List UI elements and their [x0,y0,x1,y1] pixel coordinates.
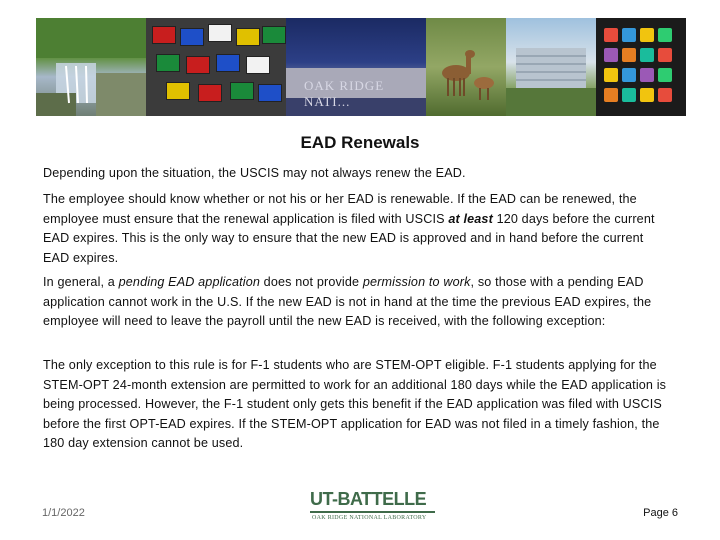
waterfall-illustration [36,18,146,116]
paragraph-pending-text-b: does not provide [260,275,363,289]
emphasis-permission-to-work: permission to work [362,275,471,289]
building-illustration [506,18,596,116]
panel-orange [622,48,636,62]
paragraph-pending [43,273,673,332]
panel-teal-2 [622,88,636,102]
flag-yellow [236,28,260,46]
building-photo [506,18,596,116]
paragraph-renewal-text-a: The employee should know whether or not his or her EAD is renewable. If the EAD can be renewed, the employee must ensure that the renewal application is filed with USCIS [43,192,637,226]
flag-white [208,24,232,42]
deer-photo [426,18,506,116]
ut-battelle-logo [310,483,435,528]
flag-white-2 [246,56,270,74]
paragraph-intro: Depending upon the situation, the USCIS may not always renew the EAD. [43,166,466,180]
panel-purple [604,48,618,62]
panel-blue-2 [622,68,636,82]
ut-battelle-wordmark: UT-BATTELLE [310,489,427,509]
panel-yellow-3 [640,88,654,102]
panel-red [604,28,618,42]
ut-battelle-subtitle: OAK RIDGE NATIONAL LABORATORY [312,515,427,521]
panel-blue [622,28,636,42]
paragraph-renewal [43,190,673,268]
flag-blue-3 [258,84,282,102]
photo-banner [36,18,686,116]
panel-green [658,28,672,42]
panel-yellow [640,28,654,42]
panel-purple-2 [640,68,654,82]
flag-red-3 [198,84,222,102]
page-number: Page 6 [643,507,678,519]
waterfall-photo [36,18,146,116]
flag-red [152,26,176,44]
flags-photo [146,18,286,116]
paragraph-pending-text-a: In general, a [43,275,119,289]
lit-panels-photo [596,18,686,116]
paragraph-pending-text-c: , so those with a pending EAD application cannot work in the U.S. If the new EAD is not in hand at the time the previous EAD expires, the employee will need to leave the payroll until the new EAD is received, with the following exception: [43,275,652,328]
panel-red-2 [658,48,672,62]
flag-yellow-2 [166,82,190,100]
paragraph-exception: The only exception to this rule is for F-1 students who are STEM-OPT eligible. F-1 students applying for the STEM-OPT 24-month extension are permitted to work for an additional 180 days while the EAD application is being processed. However, the F-1 student only gets this benefit if the EAD application was filed with USCIS before the first OPT-EAD expires. If the STEM-OPT application for EAD was not filed in a timely fashion, the 180 day extension cannot be used. [43,358,667,450]
flag-red-2 [186,56,210,74]
emphasis-at-least: at least [448,211,493,226]
slide-title: EAD Renewals [300,133,420,152]
oak-ridge-sign-text: OAK RIDGE NATI... [304,78,385,109]
panel-green-2 [658,68,672,82]
deer-illustration [426,18,506,116]
oak-ridge-sign-photo [286,18,426,116]
flag-green [262,26,286,44]
panel-teal [640,48,654,62]
emphasis-pending-application: pending EAD application [118,275,261,289]
logo-rule [310,511,435,513]
flag-blue [180,28,204,46]
flag-green-3 [230,82,254,100]
flag-green-2 [156,54,180,72]
panel-orange-2 [604,88,618,102]
panel-red-3 [658,88,672,102]
panel-yellow-2 [604,68,618,82]
footer-date: 1/1/2022 [42,507,85,519]
flag-blue-2 [216,54,240,72]
paragraph-renewal-text-b: 120 days before the current EAD expires. This is the only way to ensure that the new EAD is approved and in hand before the current EAD expires. [43,211,655,265]
